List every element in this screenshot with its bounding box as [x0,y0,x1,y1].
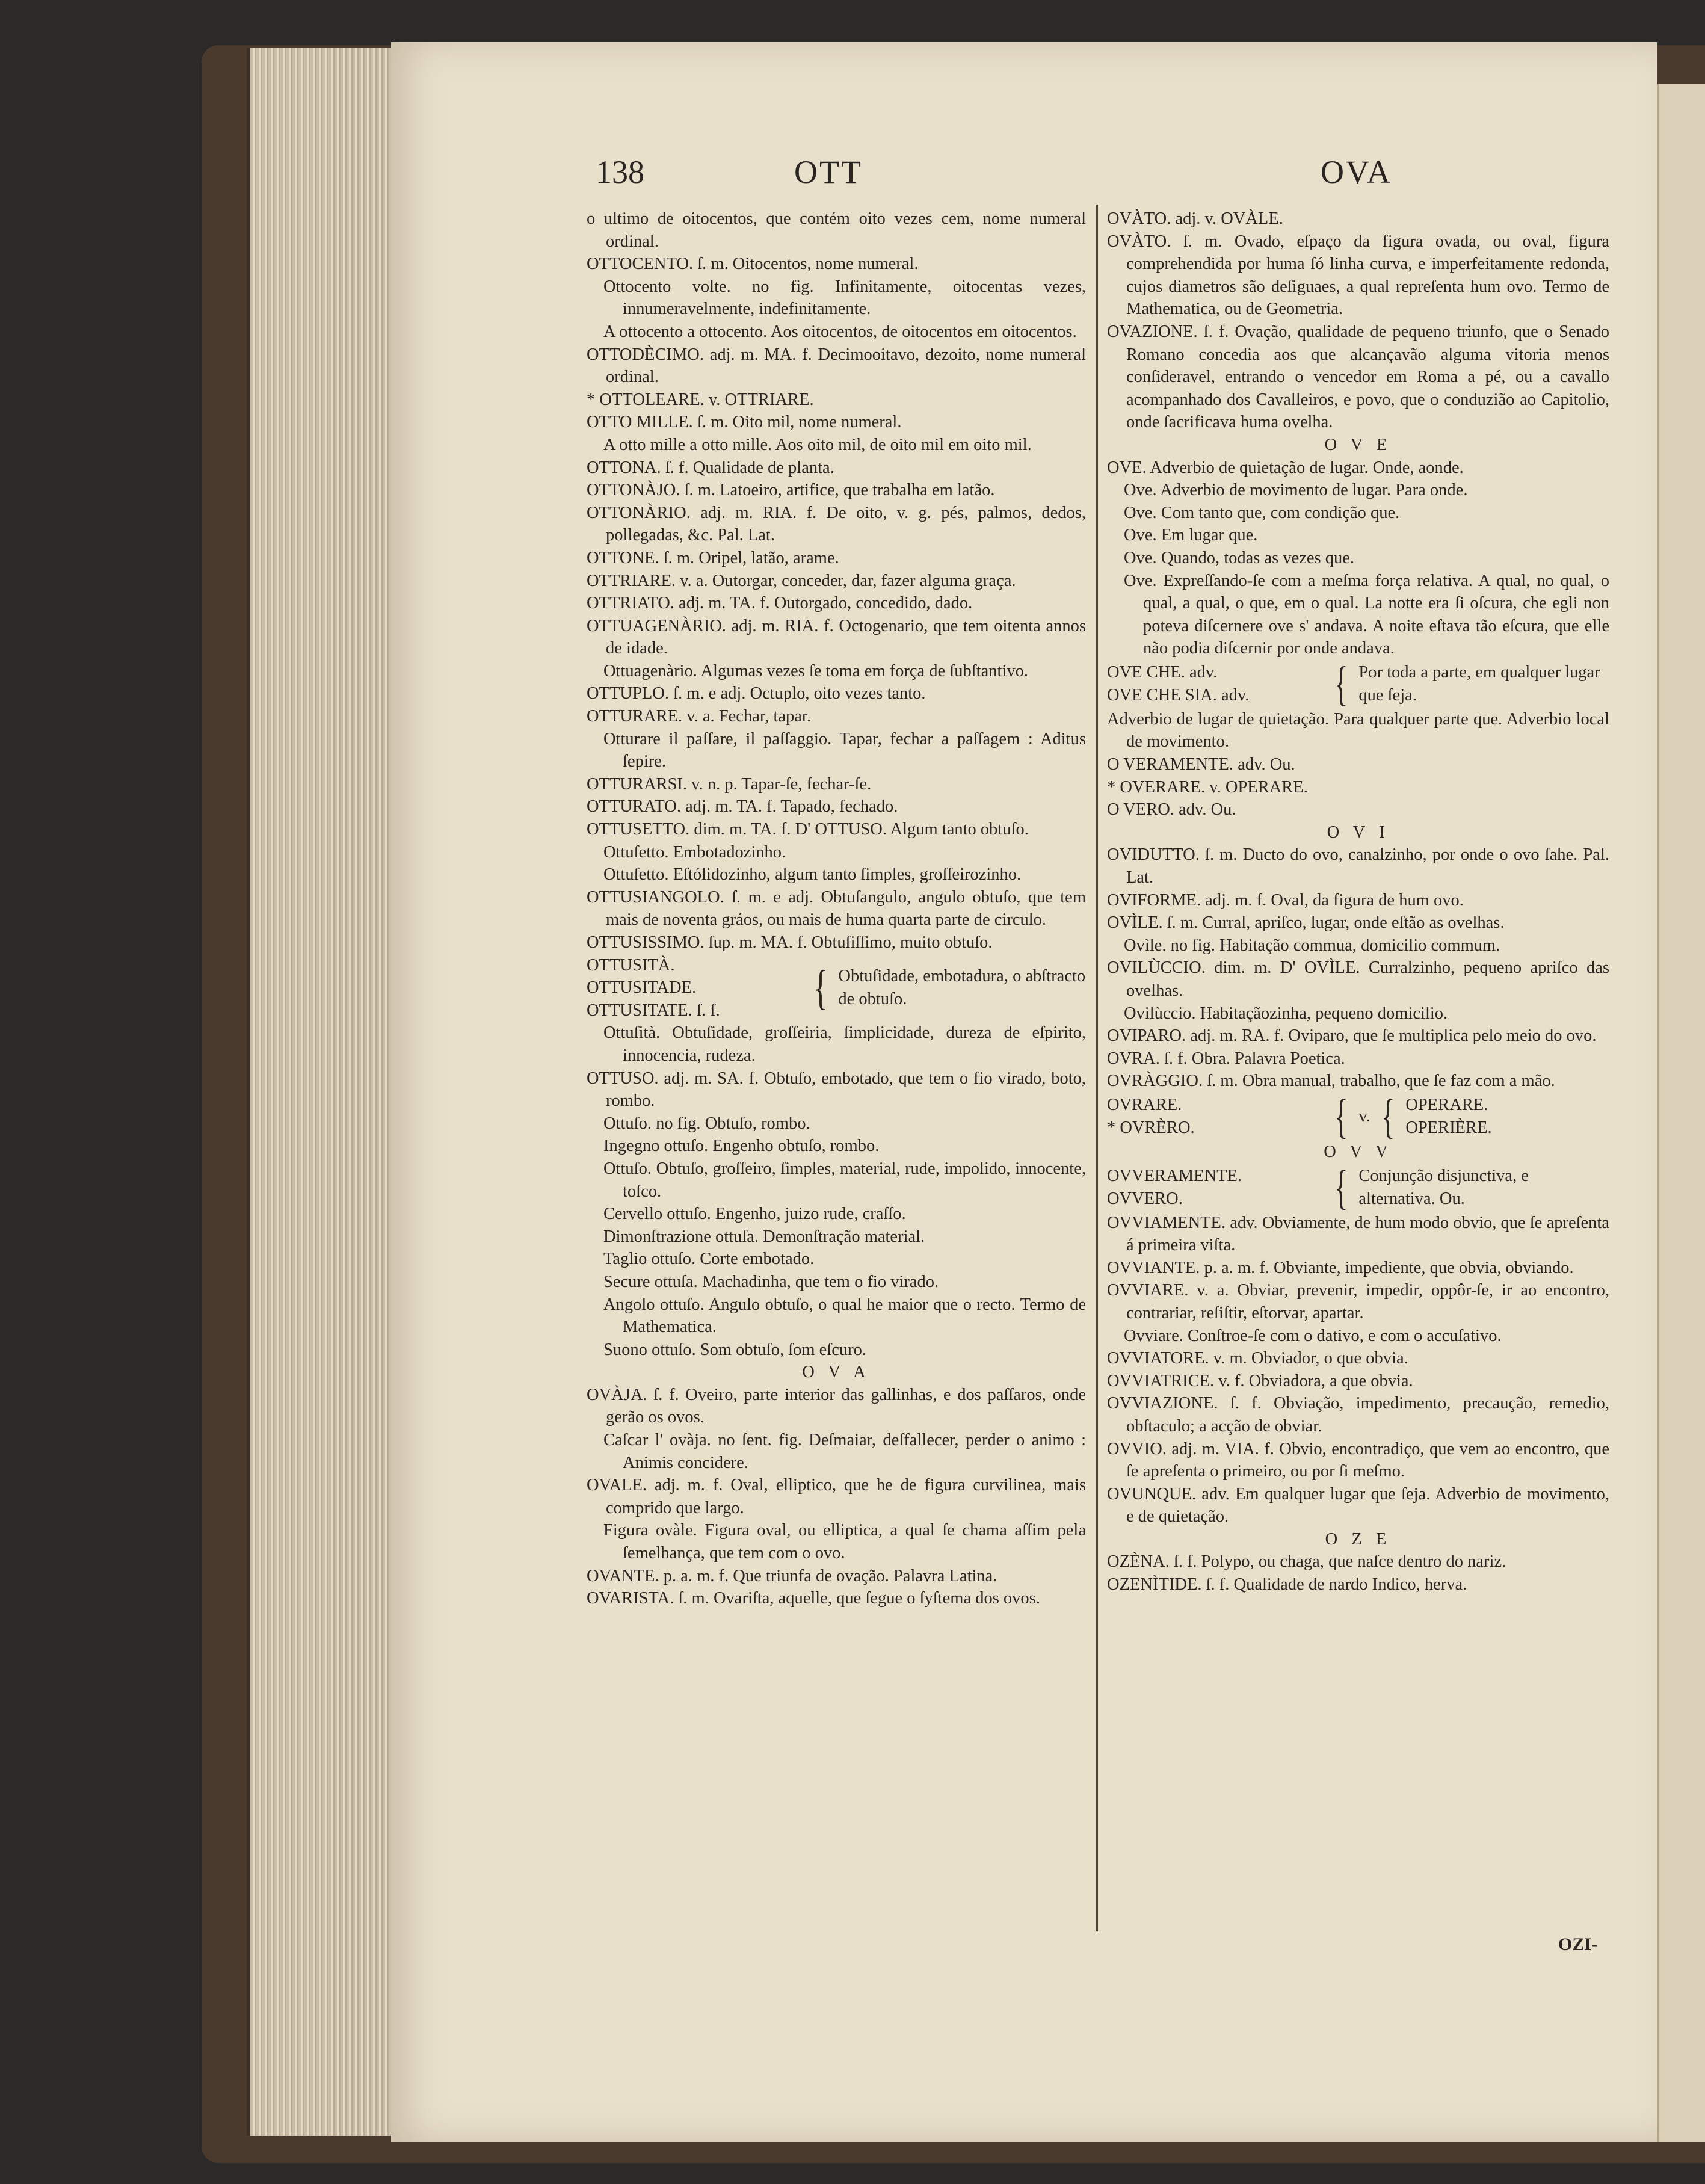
sub-entry: Secure ottuſa. Machadinha, que tem o fio virado. [603,1272,939,1291]
dictionary-entry: OVIDUTTO. ſ. m. Ducto do ovo, canalzinho, por onde o ovo ſahe. Pal. Lat. [1107,845,1609,887]
entry-mid: v. [1358,1107,1370,1126]
sub-entry: Ove. Quando, todas as vezes que. [1124,548,1355,567]
entry-gloss: Obtuſidade, embotadura, o abſtracto de obtuſo. [838,967,1086,1008]
dictionary-entry: OVANTE. p. a. m. f. Que triunfa de ovação. Palavra Latina. [587,1566,997,1585]
dictionary-entry: OTTONÀRIO. adj. m. RIA. f. De oito, v. g. pés, palmos, dedos, pollegadas, &c. Pal. Lat. [587,503,1086,545]
entry-headword: OVVERO. [1107,1189,1183,1208]
catchword: OZI- [1558,1934,1598,1954]
sub-entry: Caſcar l' ovàja. no ſent. fig. Deſmaiar, deſfallecer, perder o animo : Animis concidere. [603,1431,1086,1472]
sub-entry: Ottuſità. Obtuſidade, groſſeiria, ſimplicidade, dureza de eſpirito, innocencia, rudeza. [603,1023,1086,1065]
dictionary-entry: OTTUSETTO. dim. m. TA. f. D' OTTUSO. Algum tanto obtuſo. [587,820,1029,839]
running-head-left: OTT [794,154,863,190]
sub-entry: Ove. Expreſſando-ſe com a meſma força relativa. A qual, no qual, o qual, a qual, o que, em o qual. La notte era ſi oſcura, che egli non poteva diſcernere ove s' andava. A noite eſtava tão eſcura, que elle não podia diſcernir por onde andava. [1124,571,1609,658]
dictionary-entry: OVÌLE. ſ. m. Curral, apriſco, lugar, onde eſtão as ovelhas. [1107,913,1505,933]
running-head-right: OVA [1321,154,1393,190]
dictionary-entry: O VERO. adv. Ou. [1107,800,1236,819]
page-edges [247,48,398,2136]
dictionary-entry: OVÀJA. ſ. f. Oveiro, parte interior das gallinhas, e dos paſſaros, onde gerão os ovos. [587,1385,1086,1427]
sub-entry: Ove. Com tanto que, com condição que. [1124,503,1400,522]
dictionary-entry: OTTURATO. adj. m. TA. f. Tapado, fechado. [587,797,898,816]
right-column [1107,208,1609,1596]
dictionary-entry: OVUNQUE. adv. Em qualquer lugar que ſeja. Adverbio de movimento, e de quietação. [1107,1484,1609,1526]
section-heading: O Z E [1325,1529,1392,1549]
entry-headword: OVVERAMENTE. [1107,1166,1242,1185]
entry-target: OPERIÈRE. [1405,1118,1492,1137]
dictionary-entry: OVIPARO. adj. m. RA. f. Oviparo, que ſe multiplica pelo meio do ovo. [1107,1026,1597,1046]
sub-entry: Dimonſtrazione ottuſa. Demonſtração material. [603,1227,925,1246]
sub-entry: Ottuſo. Obtuſo, groſſeiro, ſimples, material, rude, impolido, innocente, toſco. [603,1159,1086,1201]
dictionary-entry: OTTONÀJO. ſ. m. Latoeiro, artifice, que trabalha em latão. [587,481,995,500]
sub-entry: Angolo ottuſo. Angulo obtuſo, o qual he maior que o recto. Termo de Mathematica. [603,1295,1086,1337]
sub-entry: Ottuſo. no fig. Obtuſo, rombo. [603,1114,810,1133]
sub-entry: Ove. Adverbio de movimento de lugar. Para onde. [1124,481,1468,500]
dictionary-entry: Adverbio de lugar de quietação. Para qualquer parte que. Adverbio local de movimento. [1107,709,1609,751]
section-heading: O V I [1327,822,1390,842]
dictionary-entry: OZENÌTIDE. ſ. f. Qualidade de nardo Indico, herva. [1107,1575,1467,1594]
entry-gloss: Conjunção disjunctiva, e alternativa. Ou. [1358,1166,1529,1208]
entry-headword: OVE CHE SIA. adv. [1107,685,1250,705]
sub-entry: Ottuſetto. Embotadozinho. [603,842,786,862]
dictionary-entry: OZÈNA. ſ. f. Polypo, ou chaga, que naſce dentro do nariz. [1107,1552,1506,1572]
dictionary-entry: * OVERARE. v. OPERARE. [1107,777,1308,797]
grouped-entry [1107,657,1609,711]
dictionary-entry: OTTOCENTO. ſ. m. Oitocentos, nome numeral. [587,254,919,274]
dictionary-entry: OTTUSISSIMO. ſup. m. MA. f. Obtuſiſſimo, muito obtuſo. [587,933,993,952]
dictionary-entry: * OTTOLEARE. v. OTTRIARE. [587,390,814,409]
dictionary-entry: o ultimo de oitocentos, que contém oito vezes cem, nome numeral ordinal. [587,209,1086,251]
dictionary-entry: OTTONE. ſ. m. Oripel, latão, arame. [587,548,839,567]
sub-entry: Ingegno ottuſo. Engenho obtuſo, rombo. [603,1137,880,1156]
grouped-entry [1107,1161,1609,1214]
dictionary-entry: OVE. Adverbio de quietação de lugar. Onde, aonde. [1107,458,1464,477]
left-column [587,208,1086,1610]
dictionary-entry: OTTUAGENÀRIO. adj. m. RIA. f. Octogenario, que tem oitenta annos de idade. [587,616,1086,658]
facing-page-edge [1657,84,1705,2142]
sub-entry: A ottocento a ottocento. Aos oitocentos, de oitocentos em oitocentos. [603,322,1077,341]
dictionary-entry: OTTUSO. adj. m. SA. f. Obtuſo, embotado, que tem o fio virado, boto, rombo. [587,1069,1086,1111]
dictionary-entry: OTTRIATO. adj. m. TA. f. Outorgado, concedido, dado. [587,594,973,613]
brace: { [1334,657,1348,711]
sub-entry: Figura ovàle. Figura oval, ou elliptica, a qual ſe chama aſſim pela ſemelhança, que tem com o ovo. [603,1521,1086,1563]
dictionary-entry: OTTRIARE. v. a. Outorgar, conceder, dar, fazer alguma graça. [587,571,1016,590]
dictionary-entry: OVVIANTE. p. a. m. f. Obviante, impediente, que obvia, obviando. [1107,1258,1574,1277]
dictionary-entry: OVÀTO. adj. v. OVÀLE. [1107,209,1283,228]
dictionary-entry: OVVIAMENTE. adv. Obviamente, de hum modo obvio, que ſe apreſenta á primeira viſta. [1107,1213,1609,1255]
page-number: 138 [596,154,644,190]
dictionary-entry: OTTODÈCIMO. adj. m. MA. f. Decimooitavo, dezoito, nome numeral ordinal. [587,345,1086,387]
dictionary-entry: O VERAMENTE. adv. Ou. [1107,755,1295,774]
entry-headword: OVRARE. [1107,1096,1182,1115]
brace: { [1334,1090,1348,1143]
entry-gloss: Por toda a parte, em qualquer lugar que ſeja. [1358,663,1600,705]
dictionary-entry: OTTUSIANGOLO. ſ. m. e adj. Obtuſangulo, angulo obtuſo, que tem mais de noventa gráos, ou mais de huma quarta parte de circulo. [587,887,1086,930]
dictionary-entry: OVIFORME. adj. m. f. Oval, da figura de hum ovo. [1107,890,1464,910]
dictionary-entry: OVVIARE. v. a. Obviar, prevenir, impedir, oppôr-ſe, ir ao encontro, contrariar, reſiſtir, eſtorvar, apartar. [1107,1281,1609,1322]
dictionary-entry: OVAZIONE. ſ. f. Ovação, qualidade de pequeno triunfo, que o Senado Romano concedia aos que alcançavão alguma vitoria menos conſideravel, entrando o vencedor em Roma a pé, ou a cavallo acompanhado dos Cavalleiros, e povo, que o conduzião ao Capitolio, onde ſacrificava huma ovelha. [1107,322,1609,432]
dictionary-entry: OVARISTA. ſ. m. Ovariſta, aquelle, que ſegue o ſyſtema dos ovos. [587,1589,1040,1608]
sub-entry: Taglio ottuſo. Corte embotado. [603,1250,815,1269]
entry-headword: * OVRÈRO. [1107,1118,1195,1137]
dictionary-entry: OTTONA. ſ. f. Qualidade de planta. [587,458,834,477]
dictionary-entry: OVVIATRICE. v. f. Obviadora, a que obvia. [1107,1371,1413,1390]
section-heading: O V E [1324,435,1392,454]
dictionary-entry: OVRA. ſ. f. Obra. Palavra Poetica. [1107,1049,1345,1068]
sub-entry: Ottuagenàrio. Algumas vezes ſe toma em força de ſubſtantivo. [603,661,1028,680]
sub-entry: Ottuſetto. Eſtólidozinho, algum tanto ſimples, groſſeirozinho. [603,865,1022,884]
sub-entry: A otto mille a otto mille. Aos oito mil, de oito mil em oito mil. [603,435,1032,454]
sub-entry: Ovviare. Conſtroe-ſe com o dativo, e com o accuſativo. [1124,1326,1502,1345]
sub-entry: Ottocento volte. no fig. Infinitamente, oitocentas vezes, innumeravelmente, indefinitamente. [603,277,1086,319]
entry-target: OPERARE. [1405,1096,1488,1115]
brace: { [1334,1161,1348,1214]
dictionary-entry: OTTURARSI. v. n. p. Tapar-ſe, fechar-ſe. [587,774,872,794]
grouped-entry [587,954,1086,1022]
grouped-entry [1107,1090,1609,1143]
sub-entry: Ovìle. no fig. Habitação commua, domicilio commum. [1124,936,1500,955]
section-heading: O V V [1324,1142,1393,1161]
dictionary-entry: OVALE. adj. m. f. Oval, elliptico, que he de figura curvilinea, mais comprido que largo. [587,1476,1086,1517]
dictionary-entry: OVRÀGGIO. ſ. m. Obra manual, trabalho, que ſe faz com a mão. [1107,1072,1555,1091]
dictionary-entry: OTTUPLO. ſ. m. e adj. Octuplo, oito vezes tanto. [587,684,926,703]
entry-headword: OVE CHE. adv. [1107,663,1218,682]
column-rule [1096,205,1098,1931]
dictionary-entry: OVILÙCCIO. dim. m. D' OVÌLE. Curralzinho, pequeno apriſco das ovelhas. [1107,958,1609,1000]
sub-entry: Suono ottuſo. Som obtuſo, ſom eſcuro. [603,1340,867,1359]
sub-entry: Ovilùccio. Habitaçãozinha, pequeno domicilio. [1124,1004,1448,1023]
dictionary-entry: OVÀTO. ſ. m. Ovado, eſpaço da figura ovada, ou oval, figura comprehendida por huma ſó linha curva, e imperfeitamente redonda, cujos diametros são deſiguaes, a qual repreſenta hum ovo. Termo de Mathematica, ou de Geometria. [1107,232,1609,319]
sub-entry: Ove. Em lugar que. [1124,526,1258,545]
dictionary-entry: OVVIO. adj. m. VIA. f. Obvio, encontradiço, que vem ao encontro, que ſe apreſenta o primeiro, ou por ſi meſmo. [1107,1439,1609,1481]
entry-headword: OTTUSITATE. ſ. f. [587,1001,720,1020]
sub-entry: Otturare il paſſare, il paſſaggio. Tapar, fechar a paſſagem : Aditus ſepire. [603,729,1086,771]
brace: { [813,961,828,1014]
brace: { [1381,1090,1395,1143]
dictionary-entry: OTTURARE. v. a. Fechar, tapar. [587,707,811,726]
dictionary-entry: OVVIAZIONE. ſ. f. Obviação, impedimento, precaução, remedio, obſtaculo; a acção de obviar. [1107,1394,1609,1436]
sub-entry: Cervello ottuſo. Engenho, juizo rude, craſſo. [603,1205,906,1224]
entry-headword: OTTUSITADE. [587,978,697,998]
dictionary-entry: OTTO MILLE. ſ. m. Oito mil, nome numeral. [587,413,902,432]
entry-headword: OTTUSITÀ. [587,955,675,975]
dictionary-entry: OVVIATORE. v. m. Obviador, o que obvia. [1107,1349,1408,1368]
section-heading: O V A [802,1363,871,1382]
